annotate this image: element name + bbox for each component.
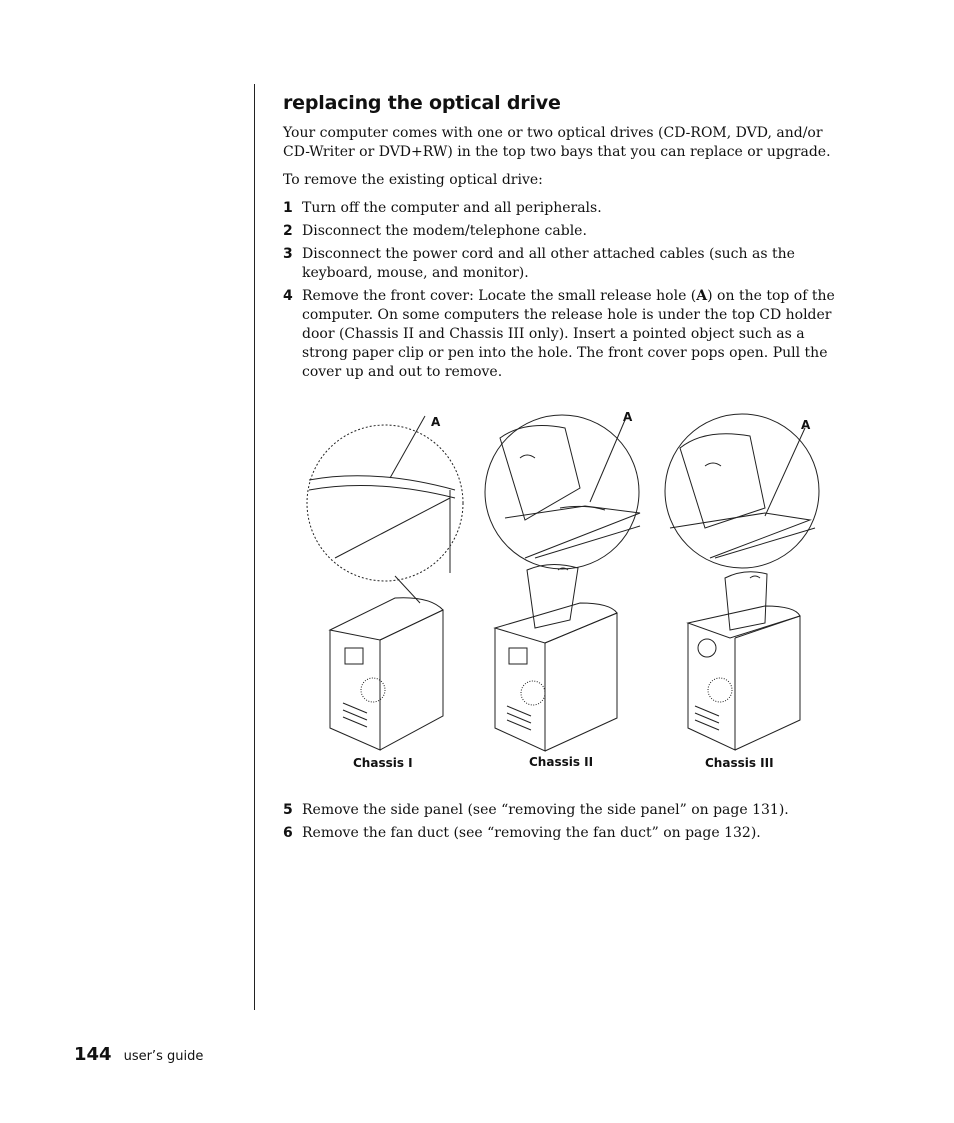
step-6 bbox=[283, 824, 835, 843]
steps-list-continued bbox=[283, 801, 835, 847]
step-4 bbox=[283, 287, 835, 382]
step-text: Remove the side panel (see “removing the side panel” on page 131). bbox=[302, 802, 789, 818]
callout-a-chassis-2: A bbox=[623, 410, 633, 424]
step-text-after: ) on the top of the computer. On some computers the release hole is under the top CD holder door (Chassis II and Chassis III only). Insert a pointed object such as a strong paper clip or pen into the hole. The front cover pops open. Pull the cover up and out to remove. bbox=[302, 288, 835, 380]
step-number: 6 bbox=[283, 825, 293, 841]
step-5 bbox=[283, 801, 835, 820]
step-text: Disconnect the power cord and all other attached cables (such as the keyboard, mouse, and monitor). bbox=[302, 246, 795, 281]
chassis-2-zoom bbox=[485, 415, 640, 569]
caption-chassis-2: Chassis II bbox=[529, 755, 594, 769]
caption-chassis-3: Chassis III bbox=[705, 756, 774, 770]
intro-paragraph: Your computer comes with one or two optical drives (CD-ROM, DVD, and/or CD-Writer or DVD+RW) in the top two bays that you can replace or upgrade. bbox=[283, 125, 831, 160]
step-number: 1 bbox=[283, 200, 293, 216]
callout-a-chassis-3: A bbox=[801, 418, 811, 432]
step-number: 5 bbox=[283, 802, 293, 818]
step-text: Disconnect the modem/telephone cable. bbox=[302, 223, 587, 239]
step-number: 2 bbox=[283, 223, 293, 239]
step-1 bbox=[283, 199, 835, 218]
page-title: replacing the optical drive bbox=[283, 92, 561, 114]
chassis-1-zoom bbox=[307, 416, 463, 603]
lead-paragraph: To remove the existing optical drive: bbox=[283, 172, 543, 188]
step-2 bbox=[283, 222, 835, 241]
steps-list bbox=[283, 199, 835, 382]
main-content bbox=[283, 92, 835, 386]
callout-a-chassis-1: A bbox=[431, 415, 441, 429]
guide-label: user’s guide bbox=[123, 1049, 204, 1064]
page-number: 144 bbox=[74, 1044, 112, 1065]
chassis-1-tower bbox=[330, 598, 443, 750]
chassis-3-tower bbox=[688, 572, 800, 750]
margin-rule bbox=[254, 84, 255, 1010]
chassis-2-tower bbox=[495, 564, 617, 751]
step-bold-callout: A bbox=[696, 288, 708, 304]
step-3 bbox=[283, 245, 835, 283]
page-footer bbox=[74, 1044, 203, 1065]
step-text: Remove the fan duct (see “removing the fan duct” on page 132). bbox=[302, 825, 761, 841]
chassis-illustration bbox=[295, 398, 840, 790]
step-number: 4 bbox=[283, 288, 293, 304]
caption-chassis-1: Chassis I bbox=[353, 756, 413, 770]
chassis-figure bbox=[295, 398, 840, 790]
chassis-3-zoom bbox=[665, 414, 819, 568]
step-text: Turn off the computer and all peripherals. bbox=[302, 200, 602, 216]
step-number: 3 bbox=[283, 246, 293, 262]
step-text-before: Remove the front cover: Locate the small release hole ( bbox=[302, 288, 697, 304]
